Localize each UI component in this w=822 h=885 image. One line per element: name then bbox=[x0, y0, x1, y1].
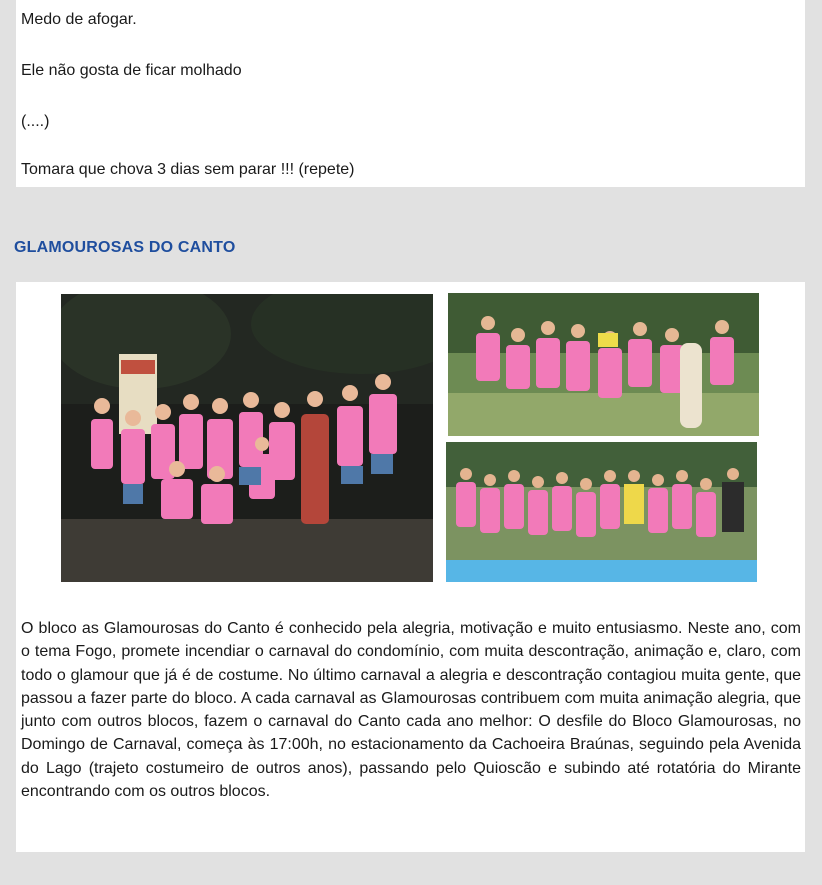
lyric-line-2: Ele não gosta de ficar molhado bbox=[21, 62, 242, 79]
lyric-line-1: Medo de afogar. bbox=[21, 11, 137, 28]
lyric-line-4: Tomara que chova 3 dias sem parar !!! (repete) bbox=[21, 161, 355, 178]
group-photo-garden bbox=[448, 293, 759, 436]
lyrics-panel bbox=[16, 0, 805, 187]
group-photo-night bbox=[61, 294, 433, 582]
article-paragraph: O bloco as Glamourosas do Canto é conhecido pela alegria, motivação e muito entusiasmo. Neste ano, com o tema Fogo, promete incendiar o carnaval do condomínio, com muita descontração, animação e, claro, com todo o glamour que já é de costume. No último carnaval a alegria e descontração contagiou muita gente, que passou a fazer parte do bloco. A cada carnaval as Glamourosas contribuem com muita animação alegria, que junto com outros blocos, fazem o carnaval do Canto cada ano melhor: O desfile do Bloco Glamourosas, no Domingo de Carnaval, começa às 17:00h, no estacionamento da Cachoeira Braúnas, seguindo pela Avenida do Lago (trajeto costumeiro de outros anos), passando pelo Quioscão e subindo até rotatória do Mirante encontrando com os outros blocos. bbox=[21, 620, 801, 801]
lyric-line-3: (....) bbox=[21, 113, 50, 130]
content-panel bbox=[16, 282, 805, 852]
section-title: GLAMOUROSAS DO CANTO bbox=[14, 239, 236, 256]
group-photo-pool bbox=[446, 442, 757, 582]
